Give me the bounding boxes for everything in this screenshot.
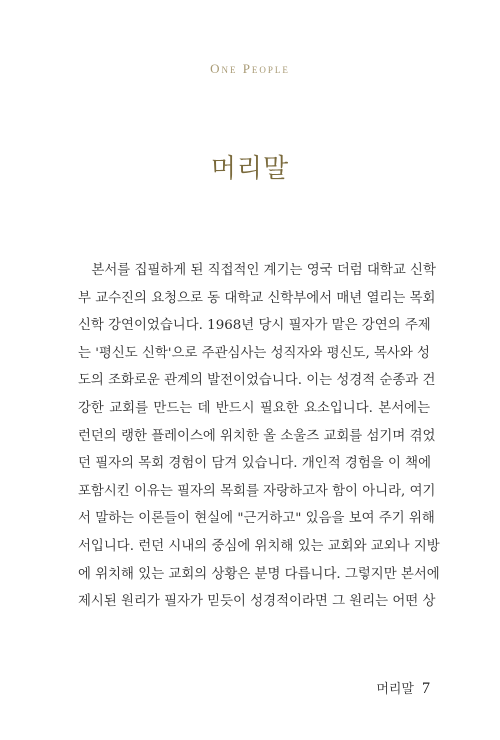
body-line: 도의 조화로운 관계의 발전이었습니다. 이는 성경적 순종과 건 [78, 373, 436, 389]
running-head: One People [210, 61, 290, 76]
body-line: 던 필자의 목회 경험이 담겨 있습니다. 개인적 경험을 이 책에 [78, 456, 432, 472]
body-line: 에 위치해 있는 교회의 상황은 분명 다릅니다. 그렇지만 본서에 [78, 566, 440, 582]
body-line: 신학 강연이었습니다. 1968년 당시 필자가 맡은 강연의 주제 [78, 318, 431, 334]
body-line: 부 교수진의 요청으로 동 대학교 신학부에서 매년 열리는 목회 [78, 290, 436, 306]
chapter-title: 머리말 [210, 154, 290, 184]
body-line: 제시된 원리가 필자가 믿듯이 성경적이라면 그 원리는 어떤 상 [78, 594, 436, 610]
body-paragraph [78, 257, 440, 616]
body-line: 서 말하는 이론들이 현실에 "근거하고" 있음을 보여 주기 위해 [78, 511, 435, 527]
footer-section-label: 머리말 [376, 682, 414, 697]
body-line: 서입니다. 런던 시내의 중심에 위치해 있는 교회와 교외나 지방 [78, 538, 440, 554]
body-line: 런던의 랭한 플레이스에 위치한 올 소울즈 교회를 섬기며 겪었 [78, 428, 436, 444]
page-footer [376, 678, 430, 698]
body-line: 본서를 집필하게 된 직접적인 계기는 영국 더럼 대학교 신학 [78, 263, 436, 278]
body-line: 는 '평신도 신학'으로 주관심사는 성직자와 평신도, 목사와 성 [78, 345, 430, 361]
page-number: 7 [422, 680, 430, 697]
body-line: 강한 교회를 만드는 데 반드시 필요한 요소입니다. 본서에는 [78, 400, 430, 416]
body-line: 포함시킨 이유는 필자의 목회를 자랑하고자 함이 아니라, 여기 [78, 483, 436, 499]
